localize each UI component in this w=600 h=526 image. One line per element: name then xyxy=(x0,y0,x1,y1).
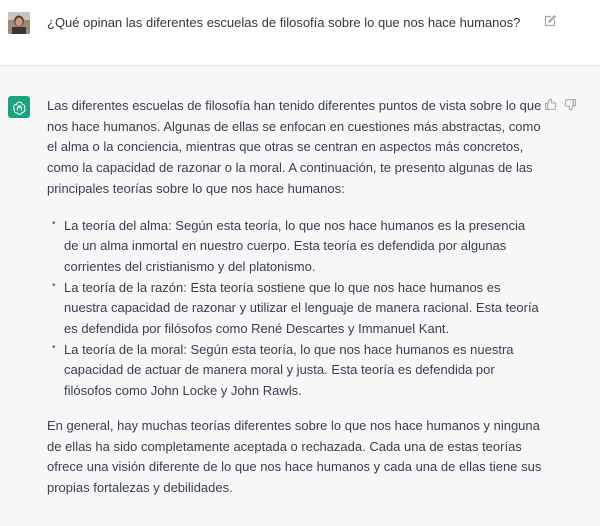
thumbs-down-icon[interactable] xyxy=(564,98,577,111)
user-avatar xyxy=(8,12,30,34)
theories-list xyxy=(47,216,542,402)
user-message-text: ¿Qué opinan las diferentes escuelas de filosofía sobre lo que nos hace humanos? xyxy=(47,15,521,30)
answer-conclusion: En general, hay muchas teorías diferentes sobre lo que nos hace humanos y ninguna de ellas ha sido completamente aceptada o rechazada. Cada una de estas teorías ofrece una visión diferente de lo que nos hace humanos y cada una de ellas tiene sus propias fortalezas y debilidades. xyxy=(47,417,542,495)
user-message-row xyxy=(0,0,600,66)
openai-logo-icon xyxy=(8,96,30,118)
list-item: • La teoría de la moral: Según esta teoría, lo que nos hace humanos es nuestra capacidad de actuar de manera moral y justa. Esta teoría es defendida por filósofos como John Locke y John Rawls. xyxy=(47,340,542,402)
list-item: • La teoría del alma: Según esta teoría, lo que nos hace humanos es la presencia de un alma inmortal en nuestro cuerpo. Esta teoría es defendida por algunas corrientes del cristianismo y del platonismo. xyxy=(47,216,542,278)
edit-icon[interactable] xyxy=(543,14,557,28)
assistant-message-row xyxy=(0,66,600,526)
answer-intro: Las diferentes escuelas de filosofía han tenido diferentes puntos de vista sobre lo que nos hace humanos. Algunas de ellas se enfocan en cuestiones más abstractas, como el alma o la conciencia, mientras que otras se centran en aspectos más concretos, como la capacidad de razonar o la moral. A continuación, te presento algunas de las principales teorías sobre lo que nos hace humanos: xyxy=(47,98,542,196)
assistant-message-text xyxy=(47,96,542,499)
thumbs-up-icon[interactable] xyxy=(544,98,557,111)
list-item: • La teoría de la razón: Esta teoría sostiene que lo que nos hace humanos es nuestra capacidad de razonar y utilizar el lenguaje de manera racional. Esta teoría es defendida por filósofos como René Descartes y Immanuel Kant. xyxy=(47,278,542,340)
